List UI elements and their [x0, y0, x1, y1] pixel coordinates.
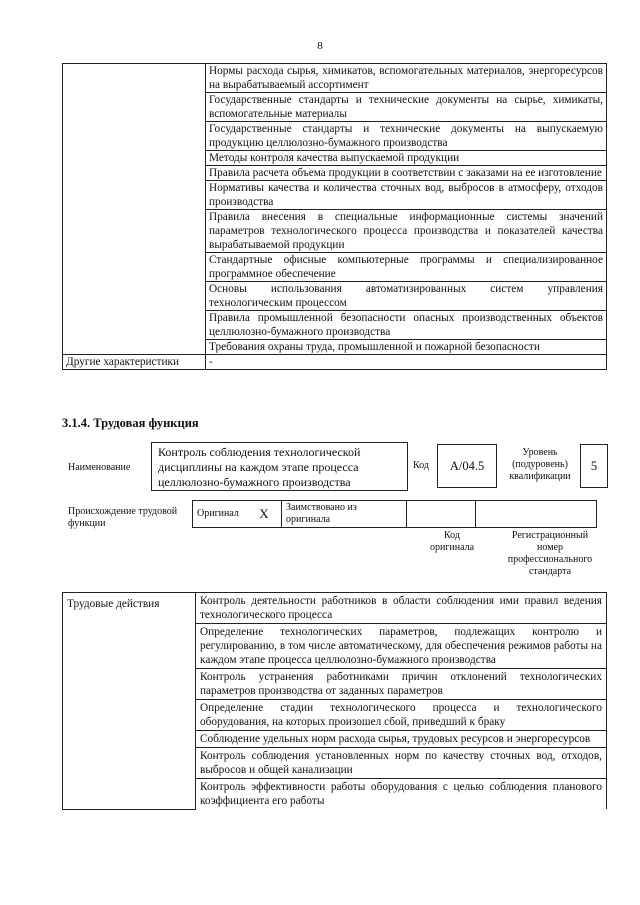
qualification-level-value: 5	[580, 444, 608, 488]
origin-label: Происхождение трудовой функции	[68, 506, 178, 529]
other-characteristics-label: Другие характеристики	[63, 355, 206, 370]
page-number: 8	[317, 40, 323, 52]
registration-number-caption: Регистрационный номер профессионального стандарта	[507, 530, 593, 577]
knowledge-item: Требования охраны труда, промышленной и пожарной безопасности	[206, 340, 607, 355]
table-label-cell	[63, 64, 206, 355]
knowledge-item: Нормативы качества и количества сточных вод, выбросов в атмосферу, отходов производства	[206, 181, 607, 210]
origin-borrowed-label: Заимствовано из оригинала	[282, 501, 407, 528]
original-code-caption: Код оригинала	[429, 530, 475, 553]
knowledge-item: Государственные стандарты и технические документы на выпускаемую продукцию целлюлозно-бумажного производства	[206, 122, 607, 151]
table-row	[63, 593, 607, 624]
knowledge-item: Основы использования автоматизированных систем управления технологическим процессом	[206, 282, 607, 311]
knowledge-item: Правила внесения в специальные информационные системы значений параметров технологического процесса производства и показателей качества вырабатываемой продукции	[206, 210, 607, 253]
origin-mark: X	[247, 501, 282, 528]
function-code-value: А/04.5	[437, 444, 497, 488]
name-label: Наименование	[68, 462, 131, 473]
labor-action-item: Контроль соблюдения установленных норм по качеству сточных вод, отходов, выбросов и общей канализации	[196, 748, 607, 779]
knowledge-item: Правила расчета объема продукции в соответствии с заказами на ее изготовление	[206, 166, 607, 181]
code-label: Код	[413, 460, 429, 471]
labor-actions-table	[62, 592, 607, 810]
labor-action-item: Определение стадии технологического процесса и технологического оборудования, на которых произошел сбой, приведший к браку	[196, 700, 607, 731]
table-row	[63, 64, 607, 93]
labor-action-item: Соблюдение удельных норм расхода сырья, трудовых ресурсов и энергоресурсов	[196, 731, 607, 748]
origin-table	[192, 500, 597, 528]
table-row	[193, 501, 597, 528]
labor-actions-label: Трудовые действия	[63, 593, 196, 810]
labor-action-item: Контроль деятельности работников в области соблюдения ими правил ведения технологического процесса	[196, 593, 607, 624]
knowledge-item: Государственные стандарты и технические документы на сырье, химикаты, вспомогательные материалы	[206, 93, 607, 122]
labor-action-item: Контроль эффективности работы оборудования с целью соблюдения планового коэффициента его работы	[196, 779, 607, 810]
other-characteristics-value: -	[206, 355, 607, 370]
origin-original-label: Оригинал	[193, 501, 248, 528]
knowledge-item: Методы контроля качества выпускаемой продукции	[206, 151, 607, 166]
table-row	[63, 355, 607, 370]
registration-number-cell	[476, 501, 597, 528]
labor-action-item: Определение технологических параметров, подлежащих контролю и регулированию, в том числе автоматическому, для обеспечения режимов работы на каждом этапе процесса целлюлозно-бумажного производства	[196, 624, 607, 669]
qualification-level-label: Уровень (подуровень) квалификации	[509, 447, 571, 482]
function-name-value: Контроль соблюдения технологической дисциплины на каждом этапе процесса целлюлозно-бумажного производства	[151, 442, 408, 491]
section-title: 3.1.4. Трудовая функция	[62, 416, 199, 430]
knowledge-item: Правила промышленной безопасности опасных производственных объектов целлюлозно-бумажного производства	[206, 311, 607, 340]
knowledge-item: Нормы расхода сырья, химикатов, вспомогательных материалов, энергоресурсов на вырабатываемый ассортимент	[206, 64, 607, 93]
knowledge-table	[62, 63, 607, 370]
knowledge-item: Стандартные офисные компьютерные программы и специализированное программное обеспечение	[206, 253, 607, 282]
labor-action-item: Контроль устранения работниками причин отклонений технологических параметров производства от заданных параметров	[196, 669, 607, 700]
original-code-cell	[407, 501, 476, 528]
